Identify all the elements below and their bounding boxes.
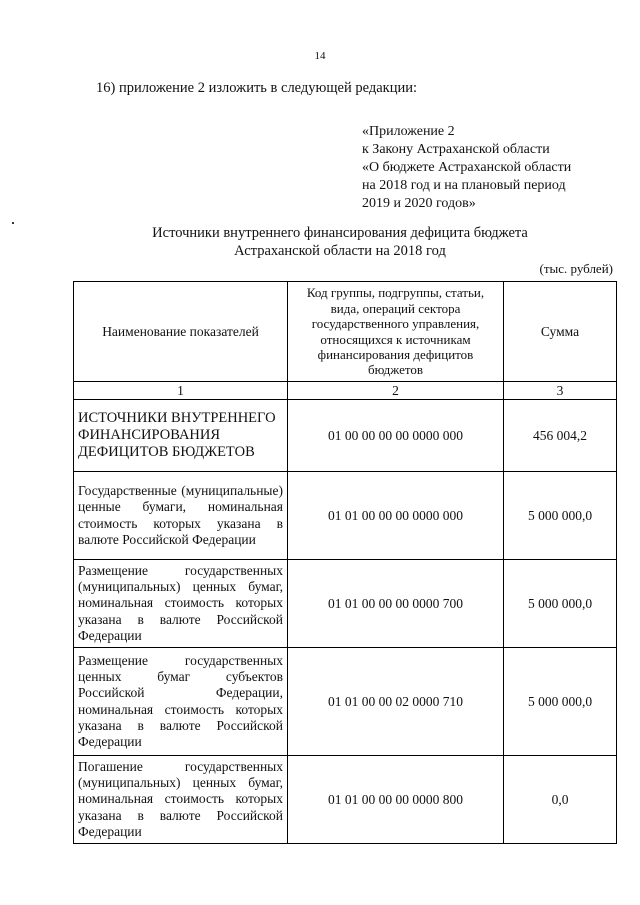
appendix-header bbox=[362, 123, 571, 213]
column-number: 3 bbox=[504, 382, 617, 400]
appendix-line: на 2018 год и на плановый период bbox=[362, 178, 566, 193]
page-number: 14 bbox=[314, 50, 326, 62]
row-code: 01 00 00 00 00 0000 000 bbox=[288, 400, 504, 472]
header-sum: Сумма bbox=[504, 282, 617, 382]
row-code: 01 01 00 00 00 0000 700 bbox=[288, 560, 504, 648]
row-name: Погашение государственных (муниципальных) ценных бумаг, номинальная стоимость которых указана в валюте Российской Федерации bbox=[74, 756, 288, 844]
header-name: Наименование показателей bbox=[74, 282, 288, 382]
row-name: Размещение государственных ценных бумаг субъектов Российской Федерации, номинальная стоимость которых указана в валюте Российской Федерации bbox=[74, 648, 288, 756]
column-number: 2 bbox=[288, 382, 504, 400]
title-line: Источники внутреннего финансирования дефицита бюджета bbox=[152, 225, 528, 241]
table-row bbox=[74, 560, 617, 648]
appendix-line: к Закону Астраханской области bbox=[362, 142, 550, 157]
row-sum: 5 000 000,0 bbox=[504, 560, 617, 648]
scan-speck bbox=[12, 222, 14, 224]
column-number: 1 bbox=[74, 382, 288, 400]
row-sum: 456 004,2 bbox=[504, 400, 617, 472]
row-sum: 0,0 bbox=[504, 756, 617, 844]
table-row bbox=[74, 400, 617, 472]
header-code: Код группы, подгруппы, статьи, вида, операций сектора государственного управления, относящихся к источникам финансирования дефицитов бюджетов bbox=[288, 282, 504, 382]
table-header-row bbox=[74, 282, 617, 382]
row-code: 01 01 00 00 00 0000 000 bbox=[288, 472, 504, 560]
financing-sources-table bbox=[73, 281, 617, 844]
title-line: Астраханской области на 2018 год bbox=[234, 243, 446, 259]
amendment-intro: 16) приложение 2 изложить в следующей редакции: bbox=[96, 80, 418, 96]
column-number-row bbox=[74, 382, 617, 400]
table-row bbox=[74, 472, 617, 560]
row-code: 01 01 00 00 02 0000 710 bbox=[288, 648, 504, 756]
row-name: Государственные (муниципальные) ценные бумаги, номинальная стоимость которых указана в валюте Российской Федерации bbox=[74, 472, 288, 560]
table-row bbox=[74, 648, 617, 756]
units-label: (тыс. рублей) bbox=[539, 261, 613, 276]
document-title bbox=[100, 224, 580, 260]
appendix-line: «Приложение 2 bbox=[362, 124, 455, 139]
row-name: ИСТОЧНИКИ ВНУТРЕННЕГО ФИНАНСИРОВАНИЯ ДЕФИЦИТОВ БЮДЖЕТОВ bbox=[74, 400, 288, 472]
row-sum: 5 000 000,0 bbox=[504, 472, 617, 560]
row-name: Размещение государственных (муниципальных) ценных бумаг, номинальная стоимость которых указана в валюте Российской Федерации bbox=[74, 560, 288, 648]
appendix-line: 2019 и 2020 годов» bbox=[362, 196, 476, 211]
row-code: 01 01 00 00 00 0000 800 bbox=[288, 756, 504, 844]
row-sum: 5 000 000,0 bbox=[504, 648, 617, 756]
appendix-line: «О бюджете Астраханской области bbox=[362, 160, 572, 175]
table-row bbox=[74, 756, 617, 844]
